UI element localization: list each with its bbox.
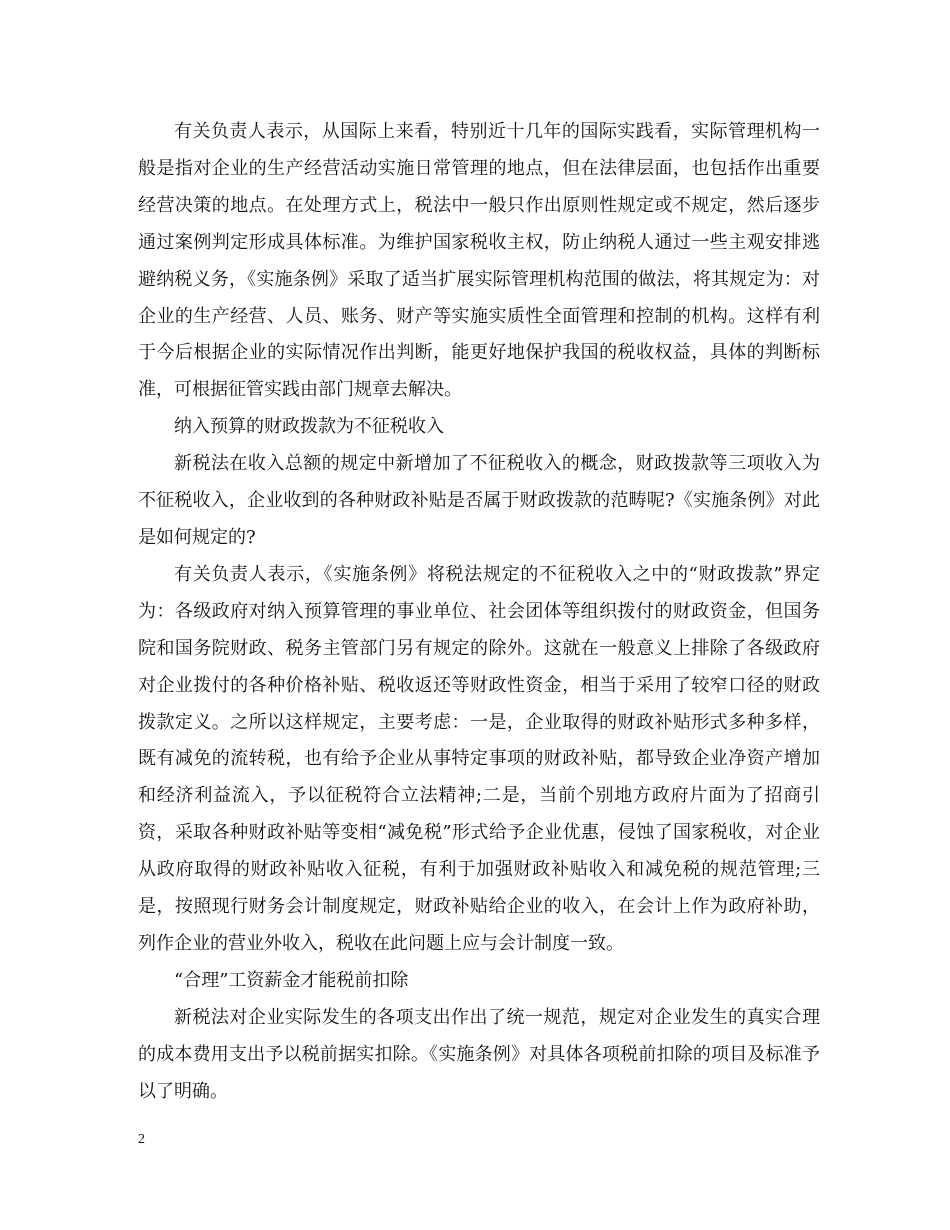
- section-heading: “合理”工资薪金才能税前扣除: [174, 969, 409, 991]
- paragraph: 有关负责人表示，从国际上来看，特别近十几年的国际实践看，实际管理机构一般是指对企业的生产经营活动实施日常管理的地点，但在法律层面，也包括作出重要经营决策的地点。在处理方式上，税法中一般只作出原则性规定或不规定，然后逐步通过案例判定形成具体标准。为维护国家税收主权，防止纳税人通过一些主观安排逃避纳税义务，《实施条例》采取了适当扩展实际管理机构范围的做法，将其规定为：对企业的生产经营、人员、账务、财产等实施实质性全面管理和控制的机构。这样有利于今后根据企业的实际情况作出判断，能更好地保护我国的税收权益，具体的判断标准，可根据征管实践由部门规章去解决。: [138, 121, 820, 401]
- page-number: 2: [138, 1132, 145, 1147]
- paragraph: 有关负责人表示，《实施条例》将税法规定的不征税收入之中的“财政拨款”界定为：各级政府对纳入预算管理的事业单位、社会团体等组织拨付的财政资金，但国务院和国务院财政、税务主管部门另有规定的除外。这就在一般意义上排除了各级政府对企业拨付的各种价格补贴、税收返还等财政性资金，相当于采用了较窄口径的财政拨款定义。之所以这样规定，主要考虑：一是，企业取得的财政补贴形式多种多样，既有减免的流转税，也有给予企业从事特定事项的财政补贴，都导致企业净资产增加和经济利益流入，予以征税符合立法精神;二是，当前个别地方政府片面为了招商引资，采取各种财政补贴等变相“减免税”形式给予企业优惠，侵蚀了国家税收，对企业从政府取得的财政补贴收入征税，有利于加强财政补贴收入和减免税的规范管理;三是，按照现行财务会计制度规定，财政补贴给企业的收入，在会计上作为政府补助，列作企业的营业外收入，税收在此问题上应与会计制度一致。: [138, 563, 820, 954]
- paragraph: 新税法对企业实际发生的各项支出作出了统一规范，规定对企业发生的真实合理的成本费用支出予以税前据实扣除。《实施条例》对具体各项税前扣除的项目及标准予以了明确。: [138, 1006, 820, 1102]
- document-body: [138, 114, 820, 1110]
- section-heading: 纳入预算的财政拨款为不征税收入: [174, 416, 444, 438]
- paragraph: 新税法在收入总额的规定中新增加了不征税收入的概念，财政拨款等三项收入为不征税收入，企业收到的各种财政补贴是否属于财政拨款的范畴呢?《实施条例》对此是如何规定的?: [138, 453, 820, 548]
